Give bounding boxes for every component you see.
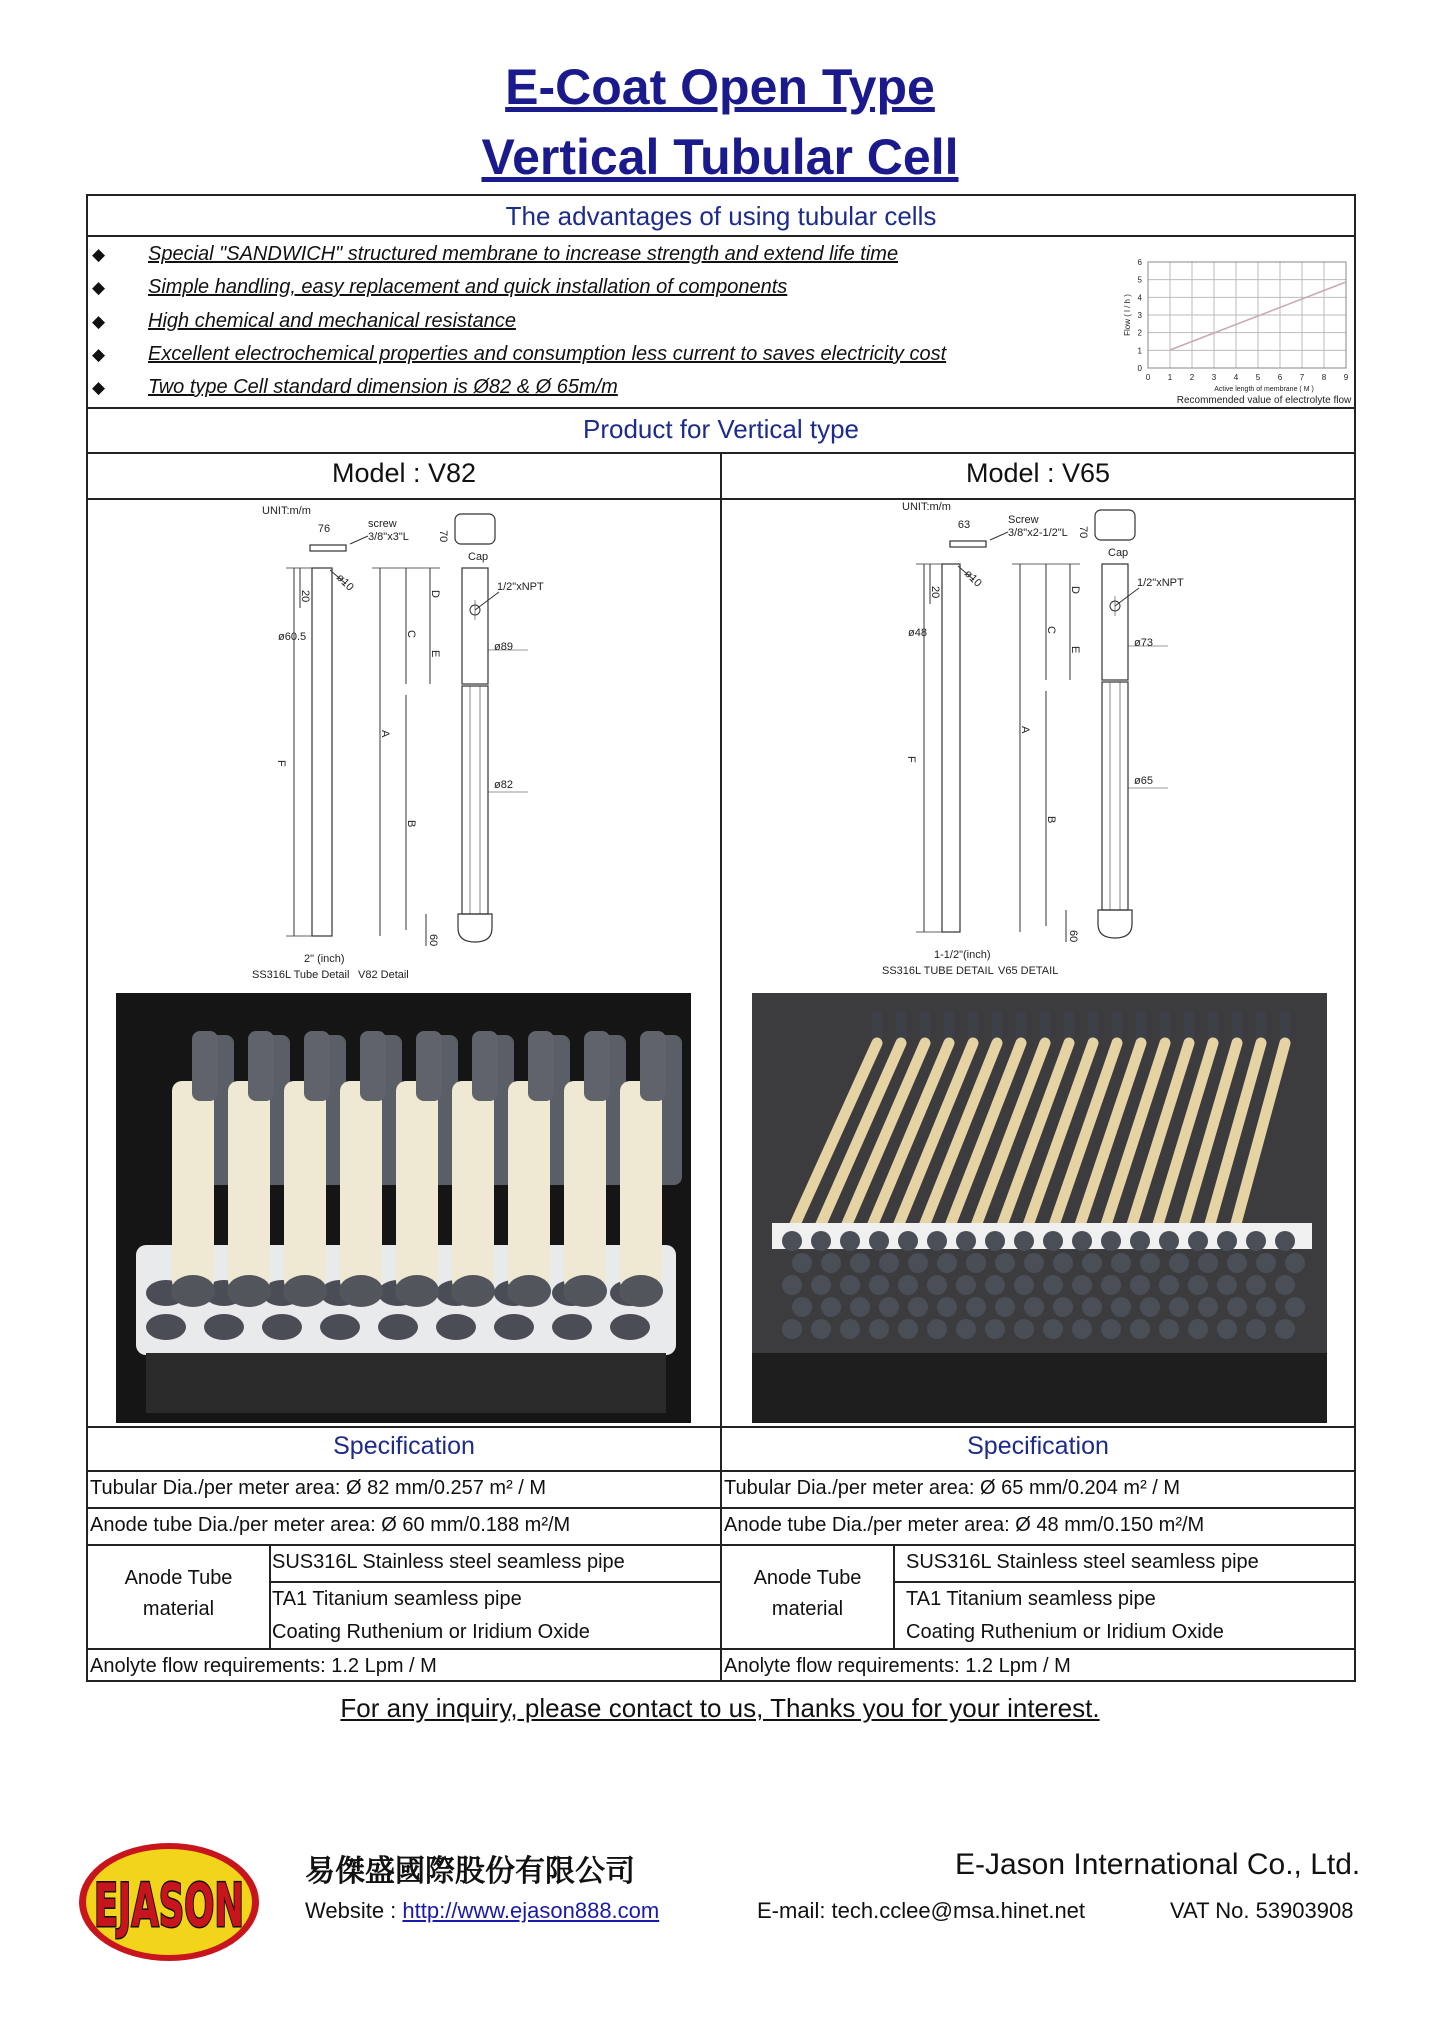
page-title-line-1: E-Coat Open Type (505, 59, 935, 115)
v65-tube-cap (1072, 1231, 1092, 1251)
spec-heading-v82: Specification (333, 1432, 475, 1460)
v65-tube-cap (1101, 1231, 1121, 1251)
cap-label: Cap (1108, 547, 1129, 559)
v65-tube-cap (1159, 1231, 1179, 1251)
dim-label-c: C (1045, 626, 1057, 634)
v65-tube-cap (908, 1253, 928, 1273)
v65-tube-cap (850, 1297, 870, 1317)
flow-x-tick: 3 (1211, 373, 1217, 382)
flow-chart (1118, 252, 1358, 408)
advantage-item-3: ◆ High chemical and mechanical resistance (92, 310, 516, 332)
v65-tube-cap (1130, 1231, 1150, 1251)
flow-y-tick: 5 (1137, 275, 1142, 285)
flow-x-tick: 5 (1255, 373, 1261, 382)
flow-y-tick: 4 (1137, 293, 1142, 303)
v82-tube-cap (451, 1275, 495, 1307)
photo-v65-cell-bundle (752, 993, 1327, 1423)
left-tube-caption: SS316L TUBE DETAIL (882, 965, 994, 977)
v82-holder-hole (552, 1314, 592, 1340)
screw-spec: 3/8"x2-1/2"L (1008, 527, 1068, 539)
spec-anolyte-v65: Anolyte flow requirements: 1.2 Lpm / M (724, 1655, 1071, 1677)
ejason-logo (76, 1840, 262, 1964)
flow-x-tick: 8 (1321, 373, 1327, 382)
model-name-v65: Model : V65 (965, 458, 1111, 488)
flow-y-tick: 0 (1137, 364, 1142, 373)
v65-tube-cap (1014, 1231, 1034, 1251)
v82-holder-hole (610, 1314, 650, 1340)
screw-label: Screw (1008, 514, 1039, 526)
v65-tube-cap (1111, 1253, 1131, 1273)
v65-tube-cap (1275, 1231, 1295, 1251)
spec-tubular-v65: Tubular Dia./per meter area: Ø 65 mm/0.204 m² / M (724, 1477, 1181, 1499)
v65-tube-cap (995, 1297, 1015, 1317)
right-detail-caption: V65 DETAIL (998, 965, 1059, 977)
v82-holder-hole (378, 1314, 418, 1340)
v65-tube-cap (985, 1231, 1005, 1251)
flow-y-tick: 3 (1137, 311, 1142, 320)
v65-tube-cap (1072, 1275, 1092, 1295)
v65-tube-cap (1072, 1319, 1092, 1339)
v65-tube-cap (1024, 1297, 1044, 1317)
dim-label-b: B (405, 820, 417, 828)
flow-x-tick: 4 (1233, 373, 1239, 382)
v65-tube-cap (1285, 1297, 1305, 1317)
dim-top-diameter: ø89 (494, 641, 513, 653)
v82-tube-cap (563, 1275, 607, 1307)
v82-tube (452, 1081, 494, 1291)
dim-label-f: F (905, 756, 917, 763)
dim-label-d: D (429, 590, 441, 598)
v65-tube-cap (1043, 1231, 1063, 1251)
screw-label: screw (368, 518, 397, 530)
dim-d10: ø10 (961, 567, 984, 590)
cap-label: Cap (468, 551, 489, 563)
flow-x-tick: 0 (1145, 373, 1151, 382)
v65-tube-cap (1169, 1253, 1189, 1273)
v65-tube-cap (792, 1253, 812, 1273)
website-line: Website : http://www.ejason888.com (305, 1898, 660, 1923)
advantage-item-1: ◆ Special "SANDWICH" structured membrane to increase strength and extend life time (92, 243, 899, 265)
v82-tube (396, 1081, 438, 1291)
v65-tube-cap (1256, 1297, 1276, 1317)
spec-anolyte-v82: Anolyte flow requirements: 1.2 Lpm / M (90, 1655, 437, 1677)
advantage-item-5: ◆ Two type Cell standard dimension is Ø82 & Ø 65m/m (92, 376, 618, 398)
spec-material-label-v65: Anode Tube material (753, 1567, 862, 1620)
v82-holder-hole (146, 1314, 186, 1340)
v65-tube-cap (1024, 1253, 1044, 1273)
flow-y-tick: 6 (1137, 258, 1142, 267)
flow-x-tick: 9 (1343, 373, 1349, 382)
v82-tube (508, 1081, 550, 1291)
dim-body-diameter: ø82 (494, 779, 513, 791)
dim-label-a: A (1019, 726, 1031, 734)
v65-tube-cap (1188, 1275, 1208, 1295)
dim-npt: 1/2"xNPT (1137, 577, 1184, 589)
dim-label-f: F (275, 760, 287, 767)
v82-tube-cap (339, 1275, 383, 1307)
v65-tube-cap (840, 1231, 860, 1251)
v82-holder-hole (494, 1314, 534, 1340)
v65-tube-cap (1082, 1297, 1102, 1317)
v65-tube-cap (879, 1253, 899, 1273)
v65-tube-cap (937, 1297, 957, 1317)
page-title-line-2: Vertical Tubular Cell (481, 129, 959, 185)
v65-tube-cap (840, 1275, 860, 1295)
v65-tube-cap (1217, 1231, 1237, 1251)
v65-tube-cap (985, 1275, 1005, 1295)
drawing-unit: UNIT:m/m (902, 501, 951, 513)
v65-tube-cap (927, 1231, 947, 1251)
v65-tube-cap (898, 1319, 918, 1339)
flow-x-tick: 6 (1277, 373, 1283, 382)
v65-tube-cap (1111, 1297, 1131, 1317)
v65-tube-cap (1256, 1253, 1276, 1273)
v65-tube-cap (782, 1275, 802, 1295)
v82-tube-cap (227, 1275, 271, 1307)
v82-tube (620, 1081, 662, 1291)
v65-tube-cap (908, 1297, 928, 1317)
v82-tube (228, 1081, 270, 1291)
spec-anode-dia-v65: Anode tube Dia./per meter area: Ø 48 mm/0.150 m²/M (724, 1514, 1205, 1536)
drawing-v82 (240, 500, 570, 990)
v82-tube-cap (507, 1275, 551, 1307)
v65-tube-cap (1217, 1319, 1237, 1339)
email-text: E-mail: tech.cclee@msa.hinet.net (757, 1898, 1086, 1923)
screw-spec: 3/8"x3"L (368, 531, 409, 543)
v65-tube-cap (879, 1297, 899, 1317)
v65-tube-cap (1246, 1319, 1266, 1339)
v65-tube-cap (1014, 1319, 1034, 1339)
v65-tube-cap (927, 1319, 947, 1339)
v65-tube-cap (821, 1297, 841, 1317)
spec-mat1-v65: SUS316L Stainless steel seamless pipe (906, 1551, 1259, 1573)
v65-tube-cap (869, 1231, 889, 1251)
advantage-item-4: ◆ Excellent electrochemical properties and consumption less current to saves electricity cost (92, 343, 947, 365)
dim-top-20: 20 (299, 590, 311, 603)
flow-caption: Recommended value of electrolyte flow (1176, 395, 1352, 406)
v65-tube-cap (985, 1319, 1005, 1339)
v65-tube-cap (995, 1253, 1015, 1273)
v65-tube-cap (1169, 1297, 1189, 1317)
v65-tube-cap (898, 1231, 918, 1251)
v65-tube-cap (850, 1253, 870, 1273)
dim-screw-length: 76 (317, 523, 331, 535)
v82-tube (284, 1081, 326, 1291)
inquiry-text: For any inquiry, please contact to us, Thanks you for your interest. (340, 1693, 1100, 1723)
v65-tube-cap (937, 1253, 957, 1273)
dim-top-diameter: ø73 (1134, 637, 1153, 649)
v65-tube-cap (1285, 1253, 1305, 1273)
spec-mat2-v65: TA1 Titanium seamless pipe (906, 1588, 1156, 1610)
company-name-english: E-Jason International Co., Ltd. (955, 1848, 1361, 1881)
flow-xlabel: Active length of membrane ( M ) (1214, 386, 1314, 393)
v82-tube (564, 1081, 606, 1291)
v65-tube-cap (1014, 1275, 1034, 1295)
dim-label-e: E (1069, 646, 1081, 654)
spec-tubular-v82: Tubular Dia./per meter area: Ø 82 mm/0.257 m² / M (90, 1477, 547, 1499)
flow-x-tick: 1 (1167, 373, 1173, 382)
dim-tube-diameter: ø48 (908, 627, 927, 639)
website-link[interactable]: http://www.ejason888.com (402, 1898, 660, 1923)
v65-tube-cap (1159, 1319, 1179, 1339)
spec-heading-v65: Specification (967, 1432, 1109, 1460)
dim-label-d: D (1069, 586, 1081, 594)
v65-tube-cap (1246, 1231, 1266, 1251)
spec-anode-dia-v82: Anode tube Dia./per meter area: Ø 60 mm/0.188 m²/M (90, 1514, 571, 1536)
vat-number: VAT No. 53903908 (1170, 1898, 1354, 1923)
v65-tube-cap (1246, 1275, 1266, 1295)
advantage-item-2: ◆ Simple handling, easy replacement and quick installation of components (92, 276, 788, 298)
v65-tube-cap (1130, 1275, 1150, 1295)
v65-tube-cap (811, 1231, 831, 1251)
flow-ylabel: Flow ( l / h ) (1123, 294, 1132, 336)
v65-tube-cap (1082, 1253, 1102, 1273)
dim-top-20: 20 (929, 586, 941, 599)
product-heading: Product for Vertical type (582, 414, 860, 444)
v65-tube-cap (1275, 1275, 1295, 1295)
v65-tube-cap (1043, 1319, 1063, 1339)
dim-cap-height: 70 (437, 530, 449, 543)
flow-y-tick: 1 (1137, 346, 1142, 356)
dim-bottom-60: 60 (1067, 930, 1079, 943)
dim-screw-length: 63 (957, 519, 971, 531)
v82-tube-cap (619, 1275, 663, 1307)
dim-body-diameter: ø65 (1134, 775, 1153, 787)
spec-mat2-v82: TA1 Titanium seamless pipe (272, 1588, 522, 1610)
advantages-heading: The advantages of using tubular cells (505, 201, 937, 231)
v82-holder-hole (204, 1314, 244, 1340)
v65-tube-cap (1140, 1253, 1160, 1273)
photo-v82-cell-bundle (116, 993, 691, 1423)
v82-tube-cap (395, 1275, 439, 1307)
v65-tube-cap (1275, 1319, 1295, 1339)
v65-tube-cap (1198, 1253, 1218, 1273)
dim-d10: ø10 (333, 571, 356, 594)
dim-npt: 1/2"xNPT (497, 581, 544, 593)
left-tube-caption: SS316L Tube Detail (252, 969, 350, 981)
flow-y-tick: 2 (1137, 328, 1142, 338)
v65-tube-cap (966, 1253, 986, 1273)
v65-tube-cap (782, 1319, 802, 1339)
v65-tube-cap (1159, 1275, 1179, 1295)
v65-tube-cap (956, 1319, 976, 1339)
v82-holder-hole (262, 1314, 302, 1340)
v65-tube-cap (956, 1275, 976, 1295)
v65-tube-cap (821, 1253, 841, 1273)
v65-tube-cap (1140, 1297, 1160, 1317)
v65-tube-cap (1053, 1297, 1073, 1317)
v65-tube-cap (840, 1319, 860, 1339)
v65-tube-cap (1227, 1297, 1247, 1317)
v65-tube-cap (927, 1275, 947, 1295)
spec-mat3-v65: Coating Ruthenium or Iridium Oxide (906, 1621, 1224, 1643)
dim-label-b: B (1045, 816, 1057, 824)
right-detail-caption: V82 Detail (358, 969, 409, 981)
v65-tube-cap (1101, 1319, 1121, 1339)
spec-material-label-v82: Anode Tube material (124, 1567, 233, 1620)
v65-tube-cap (1188, 1319, 1208, 1339)
dim-label-a: A (379, 730, 391, 738)
v82-holder-hole (320, 1314, 360, 1340)
flow-x-tick: 2 (1189, 373, 1195, 382)
v65-tube-cap (811, 1275, 831, 1295)
spec-mat1-v82: SUS316L Stainless steel seamless pipe (272, 1551, 625, 1573)
drawing-unit: UNIT:m/m (262, 505, 311, 517)
v65-tube-cap (898, 1275, 918, 1295)
v65-tube-cap (1188, 1231, 1208, 1251)
dim-bottom-60: 60 (427, 934, 439, 947)
model-name-v82: Model : V82 (331, 458, 477, 488)
v65-tube-cap (1198, 1297, 1218, 1317)
v65-tube-cap (1217, 1275, 1237, 1295)
v82-tube (172, 1081, 214, 1291)
dim-tube-diameter: ø60.5 (278, 631, 307, 643)
v65-tube-cap (956, 1231, 976, 1251)
tube-inch-label: 2" (inch) (304, 953, 345, 965)
dim-label-c: C (405, 630, 417, 638)
v65-tube-cap (1101, 1275, 1121, 1295)
spec-mat3-v82: Coating Ruthenium or Iridium Oxide (272, 1621, 590, 1643)
v65-tube-cap (966, 1297, 986, 1317)
v65-tube-cap (1043, 1275, 1063, 1295)
tube-inch-label: 1-1/2"(inch) (934, 949, 991, 961)
v65-tube-cap (811, 1319, 831, 1339)
v82-holder-hole (436, 1314, 476, 1340)
v65-tube-cap (1130, 1319, 1150, 1339)
company-name-chinese: 易傑盛國際股份有限公司 (305, 1854, 635, 1889)
drawing-v65 (880, 496, 1210, 990)
v65-tube-cap (1227, 1253, 1247, 1273)
v82-tube (340, 1081, 382, 1291)
v65-tube-cap (782, 1231, 802, 1251)
v82-tube-cap (283, 1275, 327, 1307)
svg-text:EJASON: EJASON (94, 1871, 244, 1941)
v65-tube-cap (792, 1297, 812, 1317)
dim-label-e: E (429, 650, 441, 658)
flow-x-tick: 7 (1299, 373, 1305, 382)
v82-tube-cap (171, 1275, 215, 1307)
v65-tube-cap (869, 1275, 889, 1295)
v65-tube-cap (869, 1319, 889, 1339)
v65-tube-cap (1053, 1253, 1073, 1273)
dim-cap-height: 70 (1077, 526, 1089, 539)
